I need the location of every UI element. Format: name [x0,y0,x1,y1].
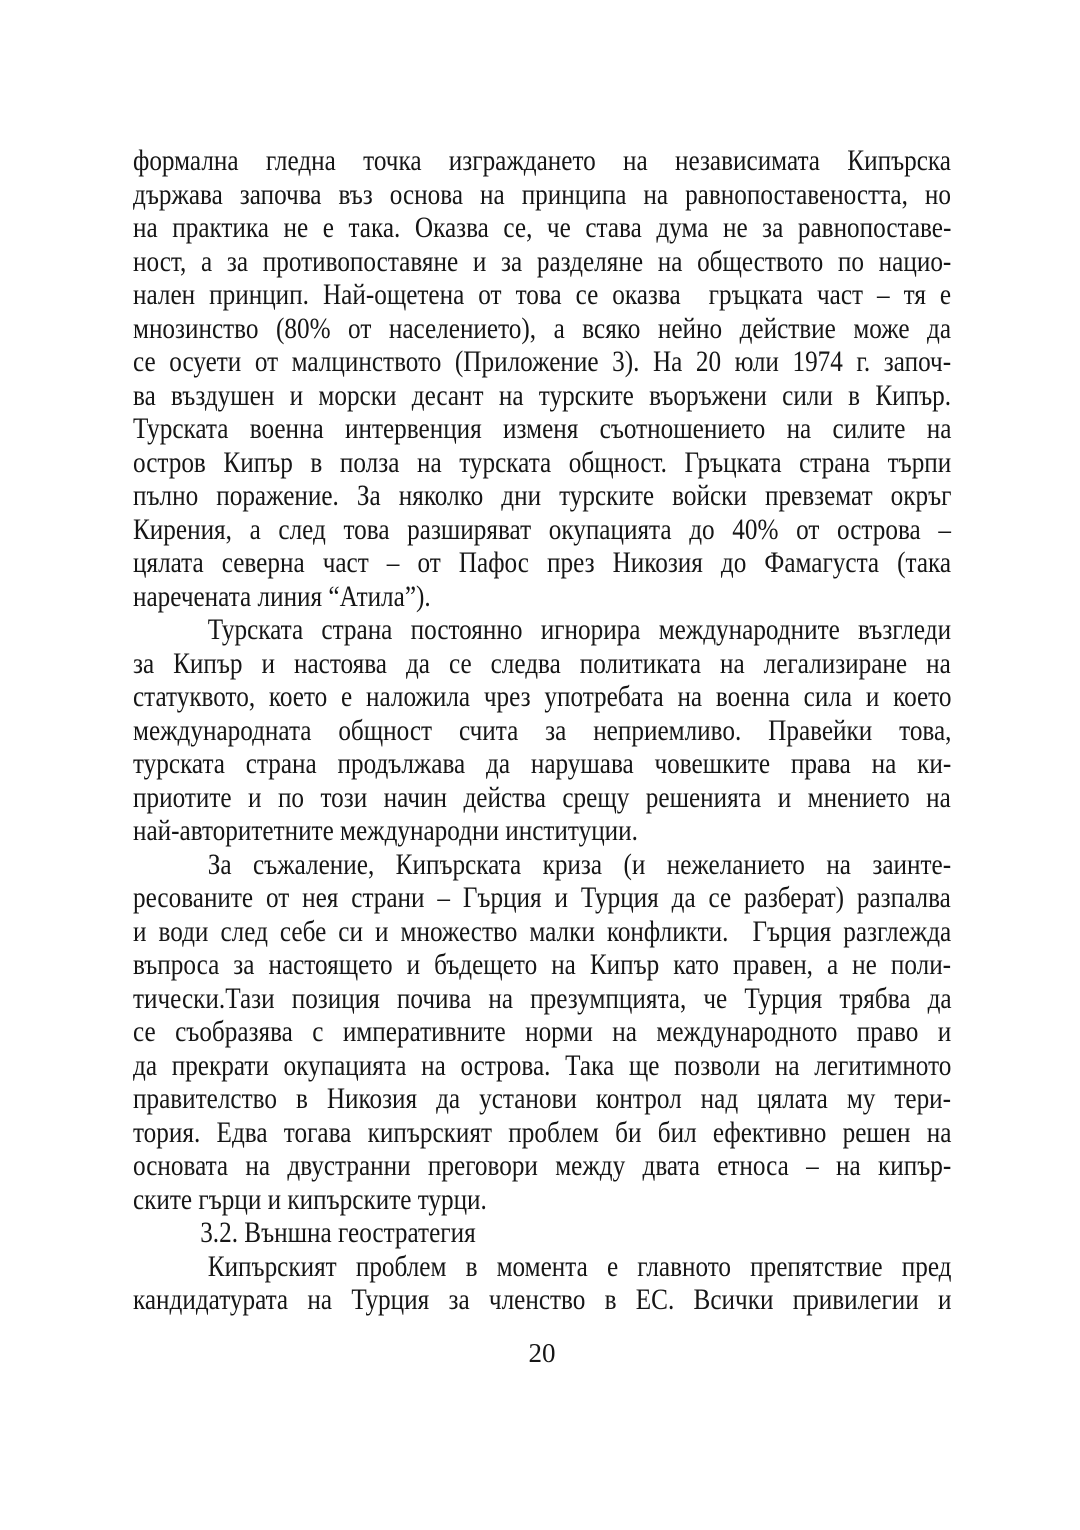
text-line [133,881,951,915]
text-line [133,412,951,446]
line-text: на практика не е така. Оказва се, че става дума не за равнопоставе- [133,211,952,244]
text-line [133,580,951,614]
line-text: правителство в Никозия да установи контрол над цялата му тери- [133,1082,952,1115]
line-text: и води след себе си и множество малки конфликти. Гърция разглежда [133,914,952,948]
line-text: Кипърският проблем в момента е главното препятствие пред [207,1249,952,1283]
text-line [133,144,951,178]
line-text: Турската страна постоянно игнорира международните възгледи [207,613,952,646]
text-line [133,647,951,681]
text-line [133,211,951,245]
text-line [133,814,951,848]
text-line [133,1283,951,1317]
paragraphs-container [133,144,951,1317]
text-line [133,245,951,279]
text-line [133,546,951,580]
line-text: приотите и по този начин действа срещу решенията и мнението на [133,780,951,814]
line-text: се осуети от малцинството (Приложение 3). На 20 юли 1974 г. започ- [133,345,952,378]
line-text: ските гърци и кипърските турци. [133,1182,487,1216]
page-number: 20 [528,1337,556,1368]
text-line [133,747,951,781]
line-text: нален принцип. Най-ощетена от това се оказва гръцката част – тя е [133,278,952,311]
line-text: турската страна продължава да нарушава човешките права на ки- [133,747,952,780]
line-text: ресованите от нея страни – Гърция и Турция да се разберат) разпалва [133,881,951,914]
line-text: цялата северна част – от Пафос през Никозия до Фамагуста (така [133,546,952,579]
line-text: наречената линия “Атила”). [133,579,431,613]
line-text: кандидатурата на Турция за членство в ЕС. Всички привилегии и [133,1283,952,1316]
line-text: формална гледна точка изграждането на независимата Кипърска [133,144,951,177]
text-line [133,781,951,815]
text-line [133,848,1026,882]
text-line [133,513,951,547]
line-text: за Кипър и настоява да се следва политиката на легализиране на [133,646,951,680]
text-line [133,312,951,346]
text-line [133,1149,951,1183]
text-line [133,1250,1026,1284]
text-line [133,1082,951,1116]
line-text: международната общност счита за неприемливо. Правейки това, [133,713,952,747]
text-line [133,278,951,312]
text-line [133,178,951,212]
line-text: За съжаление, Кипърската криза (и нежеланието на заинте- [207,847,952,881]
line-text: остров Кипър в полза на турската общност. Гръцката страна търпи [133,445,952,479]
line-text: статуквото, което е наложила чрез употребата на военна сила и което [133,680,952,713]
text-line [133,680,951,714]
line-text: ност, а за противопоставяне и за разделяне на обществото по нацио- [133,244,952,278]
line-text: държава започва въз основа на принципа на равнопоставеността, но [133,177,952,211]
text-line [133,613,1026,647]
section-heading-line [133,1216,1018,1250]
line-text: въпроса за настоящето и бъдещето на Кипър като правен, а не поли- [133,948,952,981]
line-text: тически.Тази позиция почива на презумпцията, че Турция трябва да [133,981,952,1015]
text-line [133,1116,951,1150]
text-line [133,915,951,949]
line-text: Турската военна интервенция изменя съотношението на силите на [133,412,952,445]
line-text: пълно поражение. За няколко дни турските войски превземат окръг [133,479,952,512]
text-block [133,144,951,1370]
line-text: да прекрати окупацията на острова. Така ще позволи на легитимното [133,1048,952,1082]
line-text: мнозинство (80% от населението), а всяко нейно действие може да [133,311,952,345]
text-line [133,479,951,513]
text-line [133,345,951,379]
line-text: най-авторитетните международни институции. [133,814,638,847]
line-text: ва въздушен и морски десант на турските въоръжени сили в Кипър. [133,378,952,412]
text-line [133,1015,951,1049]
text-line [133,446,951,480]
text-line [133,948,951,982]
line-text: Кирения, а след това разширяват окупацията до 40% от острова – [133,512,951,546]
line-text: се съобразява с императивните норми на международното право и [133,1015,952,1048]
text-line [133,1183,951,1217]
line-text: основата на двустранни преговори между двата етноса – на кипър- [133,1149,952,1182]
text-line [133,714,951,748]
text-line [133,982,951,1016]
page-footer [133,1337,951,1370]
line-text: тория. Едва тогава кипърският проблем би бил ефективно решен на [133,1115,952,1149]
line-text: 3.2. Външна геостратегия [200,1216,476,1249]
text-line [133,379,951,413]
text-line [133,1049,951,1083]
